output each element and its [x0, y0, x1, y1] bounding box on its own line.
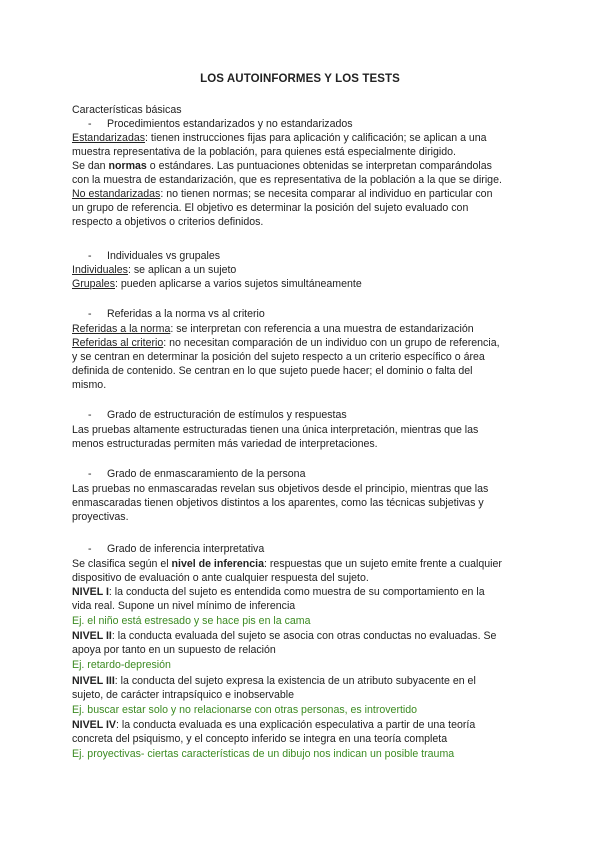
bullet-enmascaramiento: - Grado de enmascaramiento de la persona [88, 468, 306, 480]
paragraph-line: Se clasifica según el nivel de inferencia: respuestas que un sujeto emite frente a cualquier [72, 558, 502, 570]
example-line: Ej. el niño está estresado y se hace pis en la cama [72, 615, 311, 627]
level-1-line: NIVEL I: la conducta del sujeto es entendida como muestra de su comportamiento en la [72, 586, 485, 598]
document-title: LOS AUTOINFORMES Y LOS TESTS [200, 73, 400, 85]
paragraph-line: definida de contenido. Se centran en lo que sujeto puede hacer; el dominio o falta del [72, 365, 473, 377]
level-2-line: NIVEL II: la conducta evaluada del sujeto se asocia con otras conductas no evaluadas. Se [72, 630, 497, 642]
level-3-line: NIVEL III: la conducta del sujeto expresa la existencia de un atributo subyacente en el [72, 675, 476, 687]
paragraph-line: vida real. Supone un nivel mínimo de inferencia [72, 600, 296, 612]
bullet-individuales: - Individuales vs grupales [88, 250, 221, 262]
level-4-line: NIVEL IV: la conducta evaluada es una explicación especulativa a partir de una teoría [72, 719, 476, 731]
paragraph-line: Grupales: pueden aplicarse a varios sujetos simultáneamente [72, 278, 362, 290]
paragraph-line: respecto a objetivos o criterios definidos. [72, 216, 264, 228]
paragraph-line: y se centran en determinar la posición del sujeto respecto a un criterio específico o área [72, 351, 485, 363]
paragraph-line: mismo. [72, 379, 107, 391]
paragraph-line: enmascaradas tienen objetivos distintos a los aparentes, como las técnicas subjetivas y [72, 497, 484, 509]
paragraph-line: proyectivas. [72, 511, 129, 523]
paragraph-line: Individuales: se aplican a un sujeto [72, 264, 237, 276]
example-line: Ej. retardo-depresión [72, 659, 171, 671]
paragraph-line: Las pruebas altamente estructuradas tienen una única interpretación, mientras que las [72, 424, 479, 436]
paragraph-line: Las pruebas no enmascaradas revelan sus objetivos desde el principio, mientras que las [72, 483, 489, 495]
paragraph-line: un grupo de referencia. El objetivo es determinar la posición del sujeto evaluado con [72, 202, 469, 214]
paragraph-line: Referidas al criterio: no necesitan comparación de un individuo con un grupo de referencia, [72, 337, 500, 349]
paragraph-line: No estandarizadas: no tienen normas; se necesita comparar al individuo en particular con [72, 188, 493, 200]
bullet-estandarizados: - Procedimientos estandarizados y no estandarizados [88, 118, 353, 130]
paragraph-line: dispositivo de evaluación o ante cualquier respuesta del sujeto. [72, 572, 369, 584]
paragraph-line: Estandarizadas: tienen instrucciones fijas para aplicación y calificación; se aplican a una [72, 132, 487, 144]
paragraph-line: Se dan normas o estándares. Las puntuaciones obtenidas se interpretan comparándolas [72, 160, 492, 172]
paragraph-line: concreta del psiquismo, y el concepto inferido se integra en una teoría completa [72, 733, 448, 745]
paragraph-line: con la muestra de estandarización, que es representativa de la población a la que se dirige. [72, 174, 502, 186]
example-line: Ej. buscar estar solo y no relacionarse con otras personas, es introvertido [72, 704, 418, 716]
bullet-norma-criterio: - Referidas a la norma vs al criterio [88, 308, 265, 320]
bullet-inferencia: - Grado de inferencia interpretativa [88, 543, 265, 555]
paragraph-line: sujeto, de carácter intrapsíquico e inobservable [72, 689, 295, 701]
example-line: Ej. proyectivas- ciertas características de un dibujo nos indican un posible trauma [72, 748, 455, 760]
paragraph-line: muestra representativa de la población, para quienes está especialmente dirigido. [72, 146, 456, 158]
paragraph-line: Referidas a la norma: se interpretan con referencia a una muestra de estandarización [72, 323, 474, 335]
bullet-estructuracion: - Grado de estructuración de estímulos y respuestas [88, 409, 347, 421]
paragraph-line: apoya por tanto en un supuesto de relación [72, 644, 276, 656]
section-heading: Características básicas [72, 104, 182, 116]
paragraph-line: menos estructuradas permiten más variedad de interpretaciones. [72, 438, 378, 450]
